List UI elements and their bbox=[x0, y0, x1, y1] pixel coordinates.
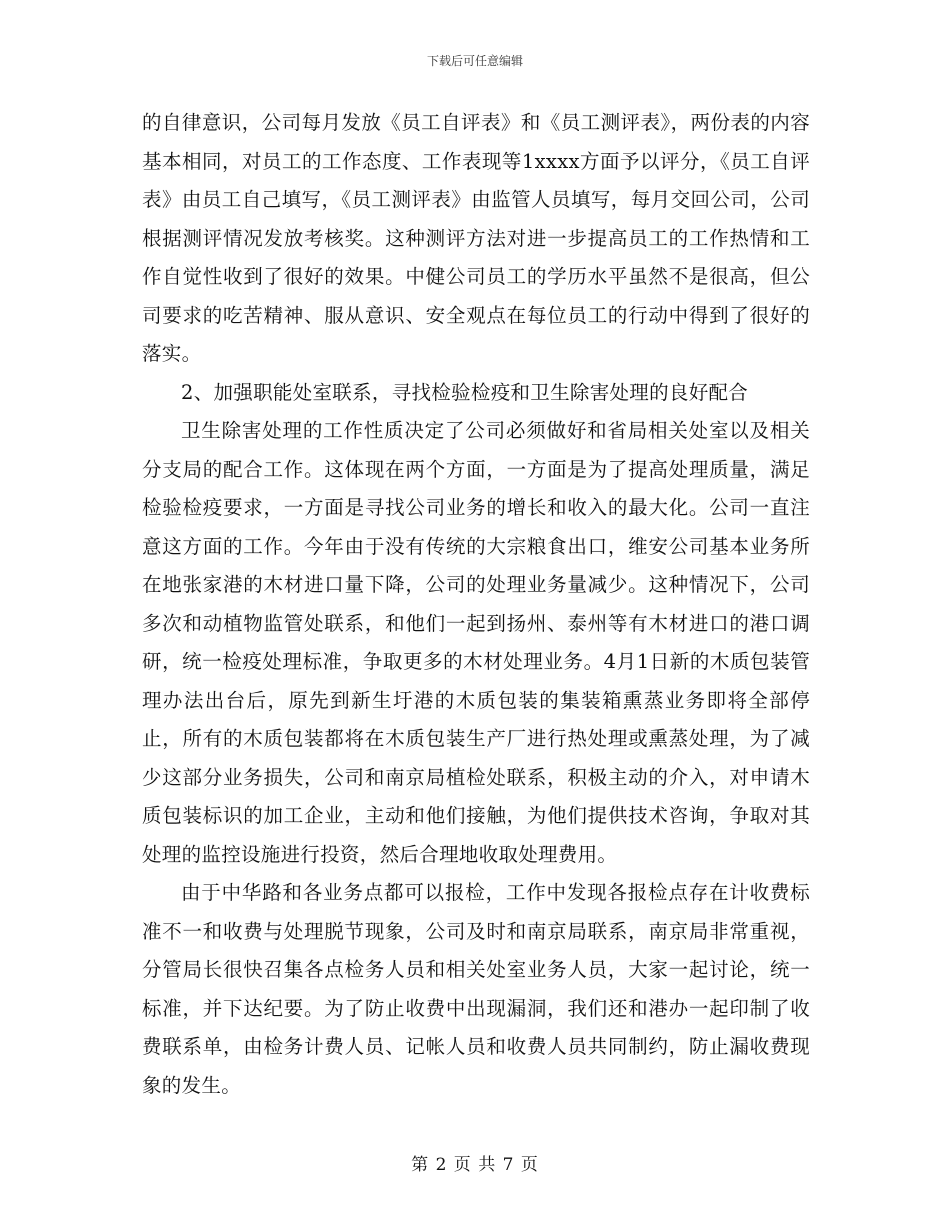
document-body bbox=[142, 104, 810, 1105]
page-number: 第 2 页 共 7 页 bbox=[411, 1155, 539, 1175]
paragraph: 卫生除害处理的工作性质决定了公司必须做好和省局相关处室以及相关分支局的配合工作。这体现在两个方面，一方面是为了提高处理质量，满足检验检疫要求，一方面是寻找公司业务的增长和收入的最大化。公司一直注意这方面的工作。今年由于没有传统的大宗粮食出口，维安公司基本业务所在地张家港的木材进口量下降，公司的处理业务量减少。这种情况下，公司多次和动植物监管处联系，和他们一起到扬州、泰州等有木材进口的港口调研，统一检疫处理标准，争取更多的木材处理业务。4月1日新的木质包装管理办法出台后，原先到新生圩港的木质包装的集装箱熏蒸业务即将全部停止，所有的木质包装都将在木质包装生产厂进行热处理或熏蒸处理，为了减少这部分业务损失，公司和南京局植检处联系，积极主动的介入，对申请木质包装标识的加工企业，主动和他们接触，为他们提供技术咨询，争取对其处理的监控设施进行投资，然后合理地收取处理费用。 bbox=[142, 419, 810, 866]
section-heading: 2、加强职能处室联系，寻找检验检疫和卫生除害处理的良好配合 bbox=[181, 380, 749, 404]
page-header-note: 下载后可任意编辑 bbox=[426, 54, 523, 68]
paragraph: 由于中华路和各业务点都可以报检，工作中发现各报检点存在计收费标准不一和收费与处理脱节现象，公司及时和南京局联系，南京局非常重视，分管局长很快召集各点检务人员和相关处室业务人员，大家一起讨论，统一标准，并下达纪要。为了防止收费中出现漏洞，我们还和港办一起印制了收费联系单，由检务计费人员、记帐人员和收费人员共同制约，防止漏收费现象的发生。 bbox=[142, 881, 810, 1097]
paragraph-continuation: 的自律意识，公司每月发放《员工自评表》和《员工测评表》，两份表的内容基本相同，对员工的工作态度、工作表现等1xxxx方面予以评分，《员工自评表》由员工自己填写，《员工测评表》由监管人员填写，每月交回公司，公司根据测评情况发放考核奖。这种测评方法对进一步提高员工的工作热情和工作自觉性收到了很好的效果。中健公司员工的学历水平虽然不是很高，但公司要求的吃苦精神、服从意识、安全观点在每位员工的行动中得到了很好的落实。 bbox=[142, 111, 810, 365]
